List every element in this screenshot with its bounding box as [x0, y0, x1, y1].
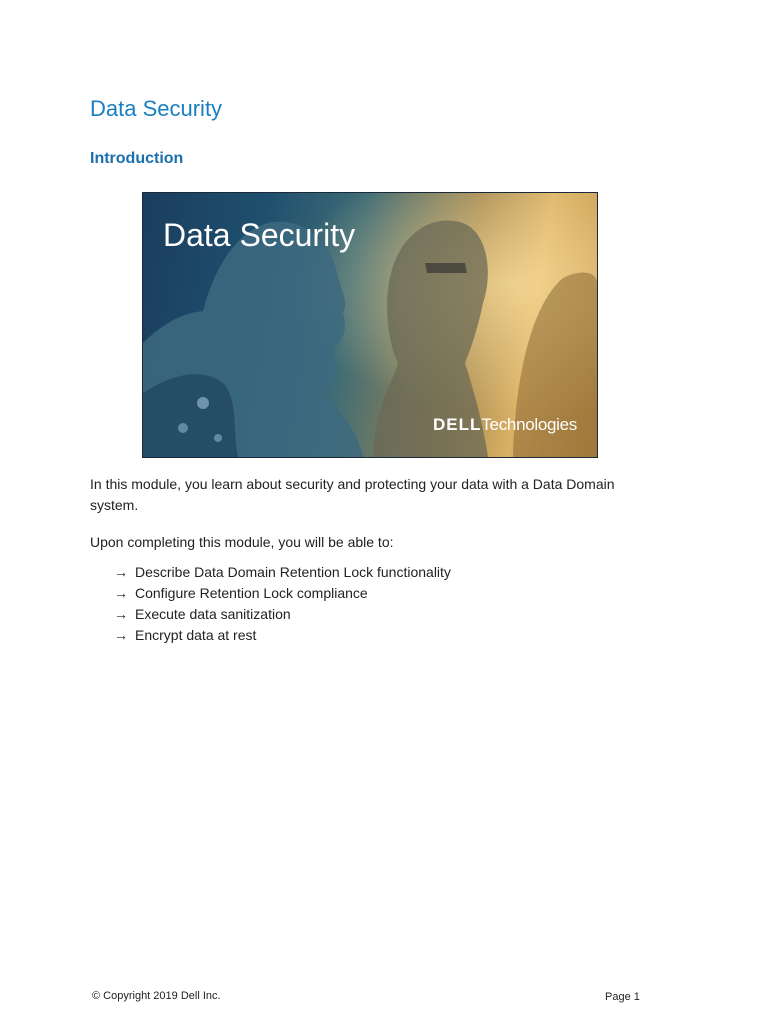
banner-title: Data Security	[163, 217, 356, 253]
logo-suffix: Technologies	[481, 415, 577, 434]
logo-brand: DELL	[432, 415, 482, 434]
intro-paragraph: In this module, you learn about security and protecting your data with a Data Domain system.	[90, 476, 615, 513]
dell-technologies-logo	[433, 415, 577, 435]
objective-text: Execute data sanitization	[135, 606, 291, 622]
arrow-right-icon: →	[114, 585, 128, 601]
list-item	[114, 583, 451, 604]
arrow-right-icon: →	[114, 627, 128, 643]
banner-image	[142, 192, 598, 458]
arrow-right-icon: →	[114, 606, 128, 622]
objective-text: Configure Retention Lock compliance	[135, 585, 368, 601]
objectives-list	[114, 562, 451, 646]
objective-text: Encrypt data at rest	[135, 627, 257, 643]
list-item	[114, 562, 451, 583]
list-item	[114, 604, 451, 625]
arrow-right-icon: →	[114, 564, 128, 580]
footer-copyright: © Copyright 2019 Dell Inc.	[92, 990, 221, 1002]
section-title: Introduction	[90, 150, 184, 167]
list-item	[114, 625, 451, 646]
footer-page-number: Page 1	[605, 991, 640, 1003]
objective-text: Describe Data Domain Retention Lock functionality	[135, 564, 451, 580]
objectives-lead: Upon completing this module, you will be able to:	[90, 534, 394, 550]
page-title: Data Security	[90, 96, 223, 121]
